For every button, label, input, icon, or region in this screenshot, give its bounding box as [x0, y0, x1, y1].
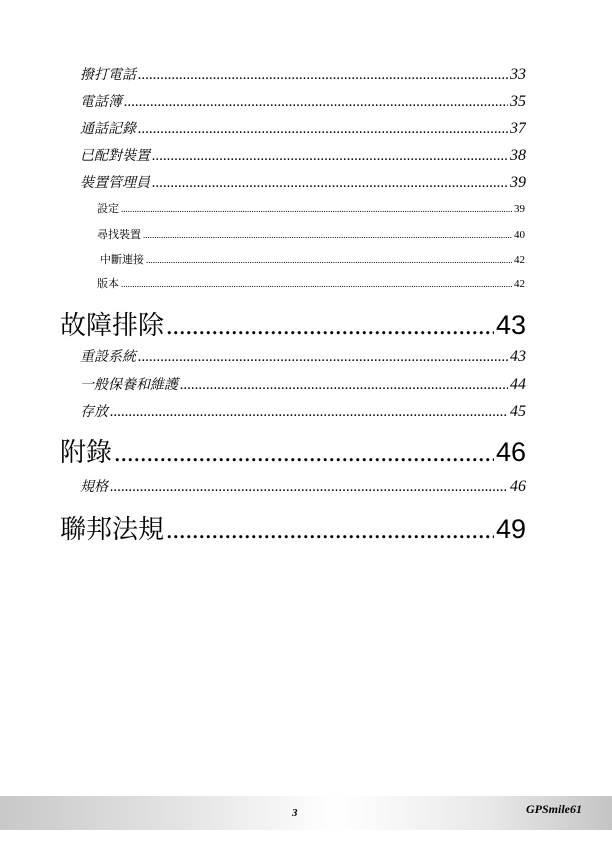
- dot-leader: [152, 148, 508, 165]
- toc-entry-label: 裝置管理員: [80, 175, 150, 191]
- toc-entry-call-log[interactable]: [80, 118, 526, 138]
- dot-leader: [180, 377, 508, 394]
- dot-leader: [121, 278, 512, 290]
- toc-entry-page: 33: [510, 66, 526, 83]
- toc-entry-settings[interactable]: [97, 200, 525, 216]
- toc-entry-page: 39: [514, 203, 525, 215]
- toc-entry-label: 版本: [97, 277, 119, 290]
- toc-entry-page: 45: [510, 403, 526, 420]
- toc-entry-page: 46: [510, 478, 526, 495]
- toc-entry-label: 尋找裝置: [97, 228, 141, 241]
- dot-leader: [138, 121, 508, 138]
- toc-entry-page: 49: [495, 514, 526, 544]
- toc-entry-page: 43: [495, 310, 526, 340]
- toc-entry-version[interactable]: [97, 275, 525, 291]
- toc-entry-page: 35: [510, 93, 526, 110]
- toc-entry-label: 中斷連接: [100, 253, 144, 266]
- dot-leader: [166, 311, 494, 341]
- toc-entry-reset-system[interactable]: [80, 346, 526, 366]
- dot-leader: [114, 438, 494, 468]
- footer-page-number: 3: [292, 807, 298, 819]
- toc-entry-phonebook[interactable]: [80, 91, 526, 111]
- page-footer: [0, 796, 612, 830]
- dot-leader: [138, 349, 508, 366]
- dot-leader: [143, 229, 512, 241]
- toc-heading-appendix[interactable]: [60, 432, 526, 469]
- toc-entry-page: 42: [514, 278, 525, 290]
- dot-leader: [110, 479, 508, 496]
- toc-entry-label: 電話簿: [80, 94, 122, 110]
- toc-entry-label: 通話記錄: [80, 121, 136, 137]
- toc-entry-make-call[interactable]: [80, 64, 526, 84]
- toc-entry-label: 附錄: [60, 438, 113, 468]
- toc-entry-page: 44: [510, 376, 526, 393]
- dot-leader: [121, 203, 512, 215]
- toc-entry-storage[interactable]: [80, 401, 526, 421]
- dot-leader: [138, 67, 508, 84]
- toc-entry-page: 39: [510, 174, 526, 191]
- toc-entry-paired-devices[interactable]: [80, 145, 526, 165]
- toc-entry-page: 38: [510, 147, 526, 164]
- toc-entry-label: 撥打電話: [80, 67, 136, 83]
- toc-heading-federal-regulations[interactable]: [60, 509, 526, 546]
- dot-leader: [110, 404, 508, 421]
- toc-entry-page: 40: [514, 229, 525, 241]
- toc-entry-label: 規格: [80, 479, 108, 495]
- toc-entry-label: 故障排除: [60, 311, 165, 341]
- toc-entry-label: 重設系統: [80, 349, 136, 365]
- toc-entry-find-device[interactable]: [97, 226, 525, 242]
- toc-entry-page: 46: [495, 437, 526, 467]
- dot-leader: [146, 254, 512, 266]
- toc-entry-label: 聯邦法規: [60, 515, 165, 545]
- toc-entry-device-manager[interactable]: [80, 172, 526, 192]
- toc-heading-troubleshooting[interactable]: [60, 305, 526, 342]
- toc-entry-page: 37: [510, 120, 526, 137]
- toc-entry-general-care[interactable]: [80, 374, 526, 394]
- toc-entry-page: 42: [514, 254, 525, 266]
- toc-entry-specifications[interactable]: [80, 476, 526, 496]
- toc-entry-label: 一般保養和維護: [80, 377, 178, 393]
- dot-leader: [166, 515, 494, 545]
- toc-entry-page: 43: [510, 348, 526, 365]
- toc-entry-label: 存放: [80, 404, 108, 420]
- toc-entry-label: 設定: [97, 202, 119, 215]
- dot-leader: [152, 175, 508, 192]
- dot-leader: [124, 94, 508, 111]
- toc-entry-disconnect[interactable]: [97, 251, 525, 267]
- toc-entry-label: 已配對裝置: [80, 148, 150, 164]
- footer-brand: GPSmile61: [526, 802, 582, 816]
